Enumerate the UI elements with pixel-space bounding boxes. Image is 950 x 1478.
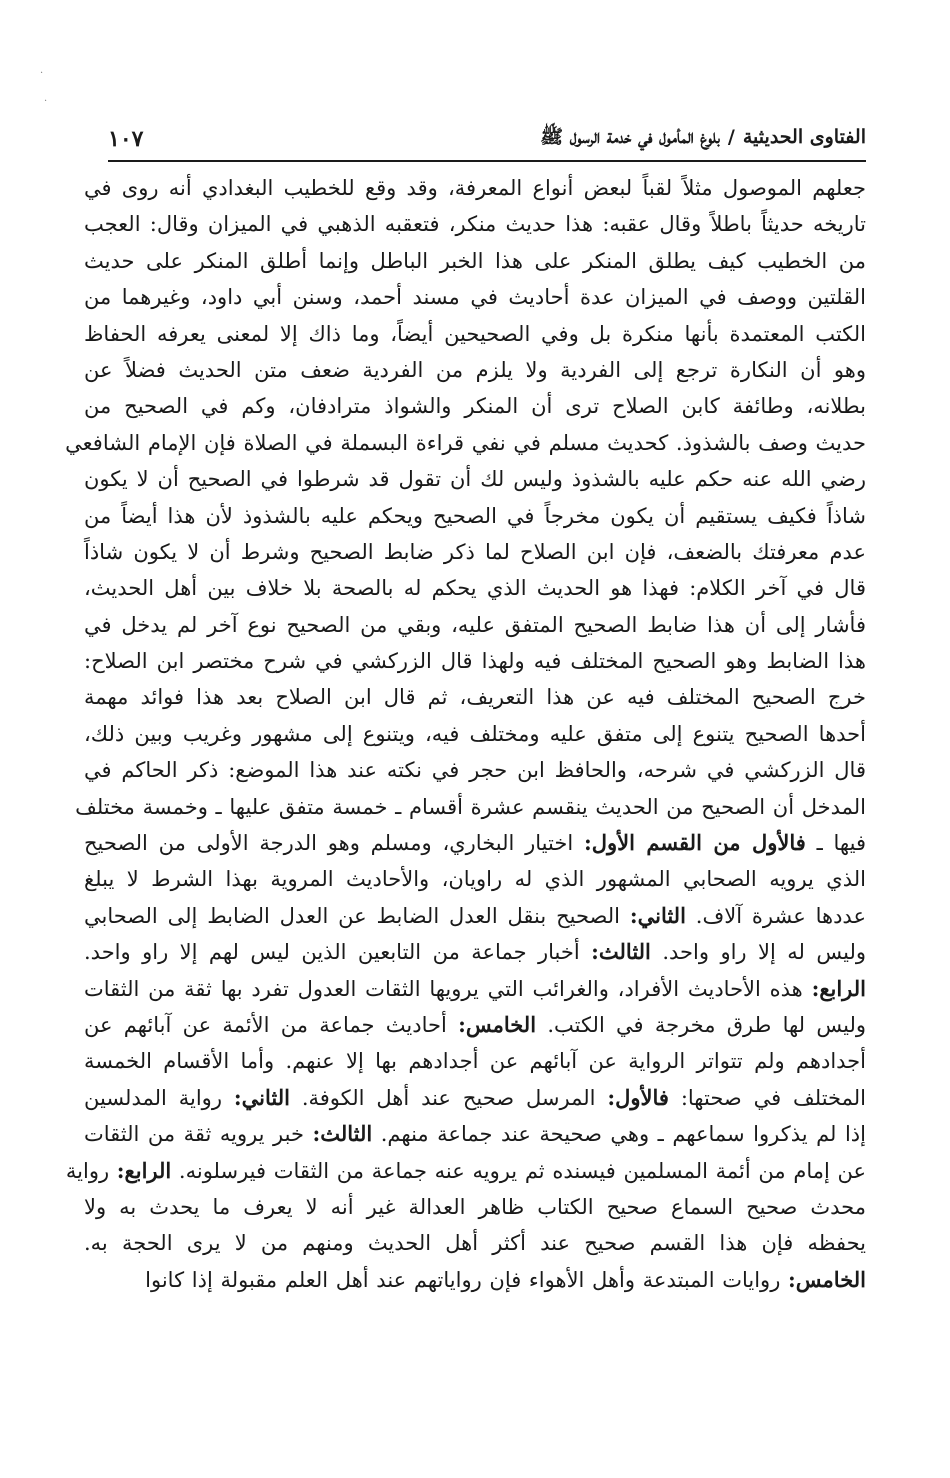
section-label-third: الثالث: — [312, 1121, 373, 1147]
text-line — [84, 971, 866, 1007]
body-text — [65, 170, 867, 1298]
text-segment: المختلف في صحتها: — [680, 1085, 866, 1110]
header-title — [540, 125, 866, 153]
header-title-right-part: بلوغ المأمول في خدمة الرسول ﷺ — [540, 126, 720, 148]
text-segment: عن إمام من أئمة المسلمين فيسنده ثم يرويه عنه جماعة من الثقات فيرسلونه. — [178, 1158, 866, 1183]
section-label-first-of-first: فالأول من القسم الأول: — [583, 830, 806, 856]
text-line: القلتين ووصف في الميزان عدة أحاديث في مسند أحمد، وسنن أبي داود، وغيرهما من — [84, 285, 866, 310]
text-segment: وليس لها طرق مخرجة في الكتب. — [547, 1012, 866, 1037]
text-line — [84, 1116, 866, 1152]
section-label-first: فالأول: — [607, 1084, 669, 1110]
text-line: هذا الضابط وهو الصحيح المختلف فيه ولهذا قال الزركشي في شرح مختصر ابن الصلاح: — [84, 649, 866, 674]
text-segment: هذه الأحاديث الأفراد، والغرائب التي يرويها الثقات العدول تفرد بها ثقة من الثقات — [84, 976, 803, 1001]
scan-speck: · — [44, 96, 48, 107]
section-label-second: الثاني: — [629, 902, 686, 928]
text-segment: خبر يرويه ثقة من الثقات — [84, 1122, 304, 1147]
text-line: عدم معرفتك بالضعف، فإن ابن الصلاح لما ذكر ضابط الصحيح وشرط أن لا يكون شاذاً — [84, 539, 866, 564]
header-title-left-part: الفتاوى الحديثية — [742, 126, 866, 148]
section-label-fourth: الرابع: — [811, 975, 866, 1001]
text-line — [84, 1080, 866, 1116]
text-segment: الصحيح بنقل العدل الضابط عن العدل الضابط إلى الصحابي — [84, 903, 620, 928]
text-line: أجدادهم ولم تتواتر الرواية عن آبائهم عن أجدادهم بها إلا عنهم. وأما الأقسام الخمسة — [84, 1049, 866, 1074]
text-line: قال الزركشي في شرحه، والحافظ ابن حجر في نكته عند هذا الموضع: ذكر الحاكم في — [84, 758, 866, 783]
text-line — [84, 898, 866, 934]
text-line: شاذاً فكيف يستقيم أن يكون مخرجاً في الصحيح ويحكم عليه بالشذوذ لأن هذا أيضاً من — [84, 503, 866, 528]
text-segment: فيها ـ — [816, 831, 866, 856]
section-label-second: الثاني: — [233, 1084, 290, 1110]
text-segment: رواية المدلسين — [84, 1085, 222, 1110]
text-segment: وليس له إلا راو واحد. — [662, 940, 867, 965]
text-line: قال في آخر الكلام: فهذا هو الحديث الذي يحكم له بالصحة بلا خلاف بين أهل الحديث، — [84, 576, 866, 601]
text-line: وهو أن النكارة ترجع إلى الفردية ولا يلزم من الفردية ضعف متن الحديث فضلاً عن — [84, 357, 866, 382]
text-segment: أحاديث جماعة من الأئمة عن آبائهم عن — [84, 1012, 447, 1037]
text-line: أحدها الصحيح يتنوع إلى متفق عليه ومختلف فيه، ويتنوع إلى مشهور وغريب وبين ذلك، — [84, 721, 866, 746]
text-segment: المرسل صحيح عند أهل الكوفة. — [301, 1085, 596, 1110]
text-segment: روايات المبتدعة وأهل الأهواء فإن رواياتهم عند أهل العلم مقبولة إذا كانوا — [145, 1267, 781, 1292]
text-line — [84, 1007, 866, 1043]
text-line — [84, 934, 866, 970]
text-line: فأشار إلى أن هذا ضابط الصحيح المتفق عليه، وبقي من الصحيح نوع آخر لم يدخل في — [84, 612, 866, 637]
text-segment: اختيار البخاري، ومسلم وهو الدرجة الأولى من الصحيح — [84, 831, 574, 856]
section-label-fifth: الخامس: — [458, 1011, 537, 1037]
text-line: يحفظه فإن هذا القسم صحيح عند أكثر أهل الحديث ومنهم من لا يرى الحجة به. — [84, 1231, 866, 1256]
text-segment: عددها عشرة آلاف. — [695, 903, 866, 928]
text-line: جعلهم الموصول مثلاً لقباً لبعض أنواع المعرفة، وقد وقع للخطيب البغدادي أنه روى في — [84, 176, 866, 200]
section-label-fourth: الرابع: — [116, 1157, 172, 1183]
header-separator: / — [727, 126, 735, 148]
text-segment: أخبار جماعة من التابعين الذين ليس لهم إلا راو واحد. — [84, 940, 580, 965]
page-number: ١٠٧ — [108, 126, 144, 152]
text-line: محدث صحيح السماع صحيح الكتاب ظاهر العدالة غير أنه لا يعرف ما يحدث به ولا — [84, 1194, 866, 1219]
text-line: بطلانه، وطائفة كابن الصلاح ترى أن المنكر والشواذ مترادفان، وكم في الصحيح من — [84, 394, 866, 419]
running-header — [108, 118, 866, 162]
section-label-fifth: الخامس: — [788, 1266, 866, 1292]
text-segment: رواية — [65, 1158, 110, 1183]
text-line: الذي يرويه الصحابي المشهور الذي له راويان، والأحاديث المروية بهذا الشرط لا يبلغ — [84, 867, 866, 892]
text-line: من الخطيب كيف يطلق المنكر على هذا الخبر الباطل وإنما أطلق المنكر على حديث — [84, 248, 866, 273]
text-line: الكتب المعتمدة بأنها منكرة بل وفي الصحيحين أيضاً، وما ذاك إلا لمعنى يعرفه الحفاظ — [84, 321, 866, 346]
text-segment: إذا لم يذكروا سماعهم ـ وهي صحيحة عند جماعة منهم. — [380, 1122, 866, 1147]
text-line: حديث وصف بالشذوذ. كحديث مسلم في نفي قراءة البسملة في الصلاة فإن الإمام الشافعي — [65, 430, 866, 455]
text-line — [65, 1153, 866, 1189]
text-line: رضي الله عنه حكم عليه بالشذوذ وليس لك أن تقول قد شرطوا في الصحيح أن لا يكون — [84, 467, 866, 492]
text-line: خرج الصحيح المختلف فيه عن هذا التعريف، ثم قال ابن الصلاح بعد هذا فوائد مهمة — [84, 685, 866, 710]
text-line: تاريخه حديثاً باطلاً وقال عقبه: هذا حديث منكر، فتعقبه الذهبي في الميزان وقال: العجب — [84, 212, 866, 237]
text-line: المدخل أن الصحيح من الحديث ينقسم عشرة أقسام ـ خمسة متفق عليها ـ وخمسة مختلف — [75, 794, 866, 819]
section-label-third: الثالث: — [591, 939, 651, 965]
text-line — [84, 825, 866, 861]
scan-speck: · — [40, 68, 44, 79]
text-line — [84, 1262, 866, 1298]
